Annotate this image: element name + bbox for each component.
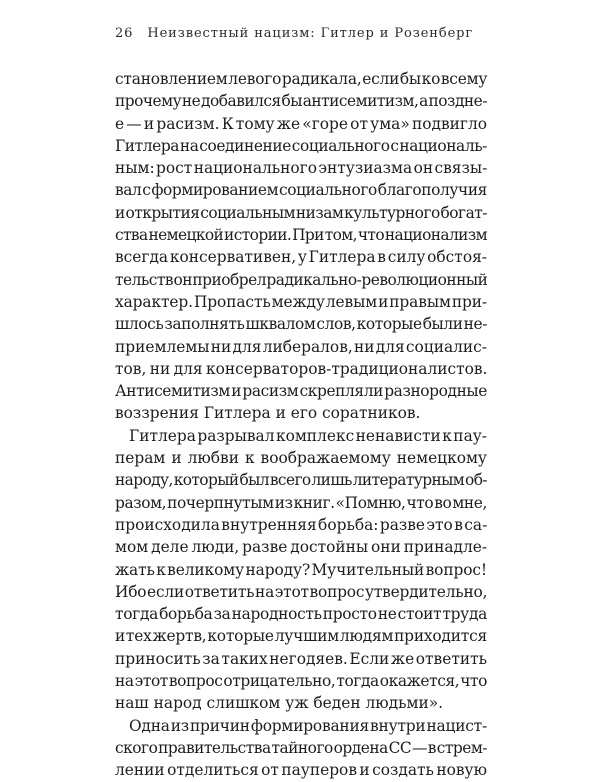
text-line: и тех жертв, которые лучшим людям приходится — [115, 627, 487, 646]
text-line: ства немецкой истории. При том, что национализм — [115, 226, 487, 245]
running-title: Неизвестный нацизм: Гитлер и Розенберг — [147, 26, 474, 41]
text-line: тов, ни для консерваторов-традиционалистов. — [115, 359, 488, 378]
body-text — [115, 68, 487, 782]
text-line: тельств он приобрел радикально-революционный — [115, 270, 488, 289]
text-line: тогда борьба за народность просто не стоит труда — [115, 605, 487, 624]
text-line: приемлемы ни для либералов, ни для социалис- — [115, 337, 487, 356]
text-line: всегда консервативен, у Гитлера в силу обстоя- — [115, 248, 487, 267]
text-line: Одна из причин формирования внутри нацист- — [129, 716, 487, 735]
page-number: 26 — [115, 26, 134, 41]
text-line: Антисемитизм и расизм скрепляли разнородные — [115, 382, 487, 401]
text-line: происходила внутренняя борьба: разве это в са- — [115, 515, 488, 534]
text-line: Гитлера разрывал комплекс ненависти к пау- — [129, 426, 487, 445]
text-line: вал с формированием социального благополучия — [115, 181, 487, 200]
text-line: народу, который был всего лишь литературным об- — [115, 471, 487, 490]
text-line: и открытия социальным низам культурного богат- — [115, 203, 487, 222]
text-line: воззрения Гитлера и его соратников. — [115, 404, 421, 423]
text-line: разом, почерпнутым из книг. «Помню, что во мне, — [115, 493, 487, 512]
text-line: ным: рост национального энтузиазма он связы- — [115, 159, 488, 178]
text-line: мом деле люди, разве достойны они принадле- — [115, 538, 488, 557]
text-line: Гитлера на соединение социального с националь- — [115, 136, 487, 155]
text-line: на этот вопрос отрицательно, тогда окажется, что — [115, 672, 487, 691]
text-line: приносить за таких негодяев. Если же ответить — [115, 649, 487, 668]
text-line: е — и расизм. К тому же «горе от ума» подвигло — [115, 114, 487, 133]
text-line: шлось заполнять шквалом слов, которые были не- — [115, 315, 487, 334]
text-line: жать к великому народу? Мучительный вопрос! — [115, 560, 487, 579]
text-line: Ибо если ответить на этот вопрос утвердительно, — [115, 582, 488, 601]
text-line: ского правительства тайного ордена СС — в стрем- — [115, 738, 487, 757]
text-line: наш народ слишком уж беден людьми». — [115, 694, 444, 713]
text-line: характер. Пропасть между левым и правым при- — [115, 292, 487, 311]
running-header — [115, 26, 473, 41]
text-line: перам и любви к воображаемому немецкому — [115, 449, 487, 468]
text-line: становлением левого радикала, если бы ко всему — [115, 70, 488, 88]
text-line: лении отделиться от пауперов и создать новую — [115, 761, 487, 780]
text-line: прочему не добавился бы антисемитизм, а поздне- — [115, 92, 487, 111]
